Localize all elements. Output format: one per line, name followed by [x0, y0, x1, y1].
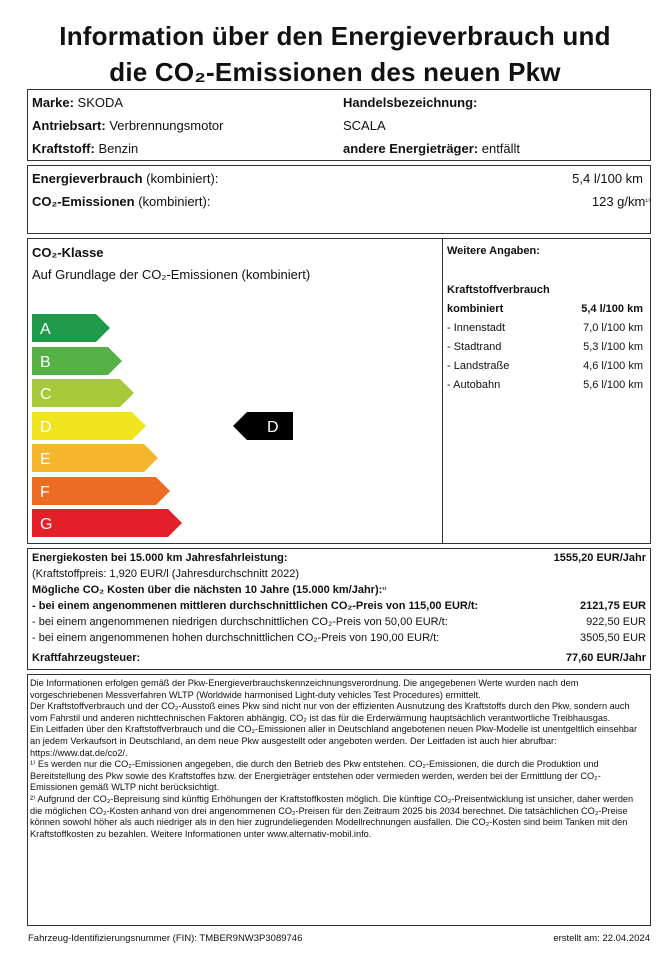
energiekosten-label: Energiekosten bei 15.000 km Jahresfahrleistung: [32, 552, 288, 564]
co2kosten-label: Mögliche CO₂ Kosten über die nächsten 10 Jahre (15.000 km/Jahr): [32, 584, 383, 596]
class-arrow-label: B [40, 353, 51, 371]
andere-label: andere Energieträger: [343, 141, 479, 156]
kraftstoff-label: Kraftstoff: [32, 141, 95, 156]
weitere-heading: Weitere Angaben: [447, 245, 540, 257]
energie-suffix: (kombiniert): [146, 171, 219, 186]
co2-footnote-mark: ¹⁾ [645, 197, 650, 206]
weitere-item-label: - Landstraße [447, 360, 510, 372]
marke-value: SKODA [77, 95, 124, 110]
legal-text [30, 678, 644, 840]
energiekosten-value: 1555,20 EUR/Jahr [553, 552, 646, 564]
co2kosten-footnote-mark: ²⁾ [382, 587, 387, 594]
co2-class-divider [442, 238, 443, 544]
co2-value-row [592, 194, 650, 210]
class-arrow-label: A [40, 321, 51, 338]
class-arrow-label: C [40, 386, 52, 403]
andere-value: entfällt [481, 141, 521, 156]
mittel-label: - bei einem angenommenen mittleren durchschnittlichen CO₂-Preis von 115,00 EUR/t: [32, 600, 479, 612]
selected-class-label: D [267, 418, 279, 436]
class-arrow-shape [32, 509, 182, 537]
weitere-item-label: - Stadtrand [447, 341, 502, 353]
marke-label: Marke: [32, 95, 74, 110]
co2-suffix: (kombiniert): [138, 194, 211, 209]
legal-paragraph: Die Informationen erfolgen gemäß der Pkw-Energieverbrauchskennzeichnungsverordnung. Die angegebenen Werte wurden nach dem vorgeschriebenen Messverfahren WLTP (Worldwide harmonised Light-duty vehicles Test Procedures) ermittelt. [30, 678, 579, 700]
energie-row [32, 171, 218, 187]
weitere-item-label: - Autobahn [447, 379, 501, 391]
kraftstoff-row [32, 141, 138, 157]
handel-value: SCALA [343, 118, 386, 133]
hoch-label: - bei einem angenommenen hohen durchschnittlichen CO₂-Preis von 190,00 EUR/t: [32, 632, 440, 644]
class-arrow-label: F [40, 483, 50, 501]
hoch-value: 3505,50 EUR [579, 632, 646, 644]
andere-row [343, 141, 520, 157]
fin-text: Fahrzeug-Identifizierungsnummer (FIN): TMBER9NW3P3089746 [28, 933, 303, 944]
mittel-value: 2121,75 EUR [579, 600, 646, 612]
steuer-value: 77,60 EUR/Jahr [565, 652, 646, 664]
antrieb-value: Verbrennungsmotor [109, 118, 224, 133]
kombiniert-value: 5,4 l/100 km [581, 303, 643, 315]
class-arrow-f [32, 477, 170, 505]
kombiniert-label: kombiniert [447, 303, 504, 315]
weitere-item-label: - Innenstadt [447, 322, 506, 334]
marke-row [32, 95, 123, 111]
legal-paragraph: ¹⁾ Es werden nur die CO₂-Emissionen angegeben, die durch den Betrieb des Pkw entstehen. CO₂-Emissionen, die durch die Produktion und Bereitstellung des Pkw sowie des Kraftstoffes bzw. der Energieträger entstehen oder vermieden werden, werden bei der Ermittlung der CO₂-Emissionen gemäß WLTP nicht berücksichtigt. [30, 759, 601, 793]
co2kosten-row [32, 584, 387, 597]
erstellt-text: erstellt am: 22.04.2024 [553, 933, 650, 944]
class-arrow-label: G [40, 516, 53, 533]
class-arrow-g [32, 509, 182, 537]
co2-value: 123 g/km [591, 194, 646, 209]
co2-class-heading: CO₂-Klasse [32, 245, 104, 260]
weitere-item-value: 5,3 l/100 km [583, 341, 643, 353]
class-arrow-b [32, 347, 122, 375]
co2-class-subheading: Auf Grundlage der CO₂-Emissionen (kombiniert) [32, 267, 311, 282]
class-arrow-shape [32, 444, 158, 472]
page-title [0, 18, 670, 90]
energie-label: Energieverbrauch [32, 171, 143, 186]
legal-paragraph: ²⁾ Aufgrund der CO₂-Bepreisung sind künftig Erhöhungen der Kraftstoffkosten möglich. Die künftige CO₂-Preisentwicklung ist unsicher, daher werden die möglichen CO₂-Kosten anhand von drei angenommenen CO₂-Preisen für den Zeitraum 2025 bis 2034 berechnet. Die tatsächlichen CO₂-Preise können sowohl höher als auch niedriger als in den hier zugrundeliegenden Modellrechnungen ausfallen. Die CO₂-Kosten sind beim Tanken mit den Kraftstoffkosten zu bezahlen. Weitere Informationen unter www.alternativ-mobil.info. [30, 793, 634, 839]
class-arrow-c [32, 379, 134, 407]
kraftstoff-value: Benzin [98, 141, 139, 156]
steuer-label: Kraftfahrzeugsteuer: [32, 652, 141, 664]
class-arrow-shape [32, 477, 170, 505]
co2-row [32, 194, 210, 210]
selected-class-arrow [233, 412, 293, 440]
weitere-item-value: 4,6 l/100 km [583, 360, 643, 372]
weitere-item-value: 7,0 l/100 km [583, 322, 643, 334]
class-arrow-d [32, 412, 146, 440]
co2-label: CO₂-Emissionen [32, 194, 135, 209]
kraftstoffverbrauch-heading: Kraftstoffverbrauch [447, 284, 550, 296]
title-line-2: die CO₂-Emissionen des neuen Pkw [109, 57, 561, 87]
class-arrow-a [32, 314, 110, 342]
legal-paragraph: Der Kraftstoffverbrauch und der CO₂-Ausstoß eines Pkw sind nicht nur von der effizienten Ausnutzung des Kraftstoffs durch den Pkw, sondern auch vom Fahrstil und anderen nichttechnischen Faktoren abhängig. CO₂ ist das für die Erderwärmung hauptsächlich verantwortliche Treibhausgas. [30, 701, 630, 723]
kraftstoffpreis: (Kraftstoffpreis: 1,920 EUR/l (Jahresdurchschnitt 2022) [32, 568, 299, 580]
title-line-1: Information über den Energieverbrauch und [59, 21, 611, 51]
legal-paragraph: Ein Leitfaden über den Kraftstoffverbrauch und die CO₂-Emissionen aller in Deutschland angebotenen neuen Pkw-Modelle ist unentgeltlich einsehbar an jedem Verkaufsort in Deutschland, an dem neue Pkw ausgestellt oder angeboten werden. Der Leitfaden ist auch hier abrufbar: https://www.dat.de/co2/. [30, 724, 638, 758]
weitere-item-value: 5,6 l/100 km [583, 379, 643, 391]
antrieb-label: Antriebsart: [32, 118, 106, 133]
class-arrow-label: D [40, 418, 52, 436]
handel-label: Handelsbezeichnung: [343, 95, 478, 110]
selected-class-shape [233, 412, 293, 440]
class-arrow-label: E [40, 451, 51, 468]
class-arrow-e [32, 444, 158, 472]
energie-value: 5,4 l/100 km [572, 171, 643, 186]
niedrig-value: 922,50 EUR [586, 616, 646, 628]
niedrig-label: - bei einem angenommenen niedrigen durchschnittlichen CO₂-Preis von 50,00 EUR/t: [32, 616, 448, 628]
antrieb-row [32, 118, 224, 134]
